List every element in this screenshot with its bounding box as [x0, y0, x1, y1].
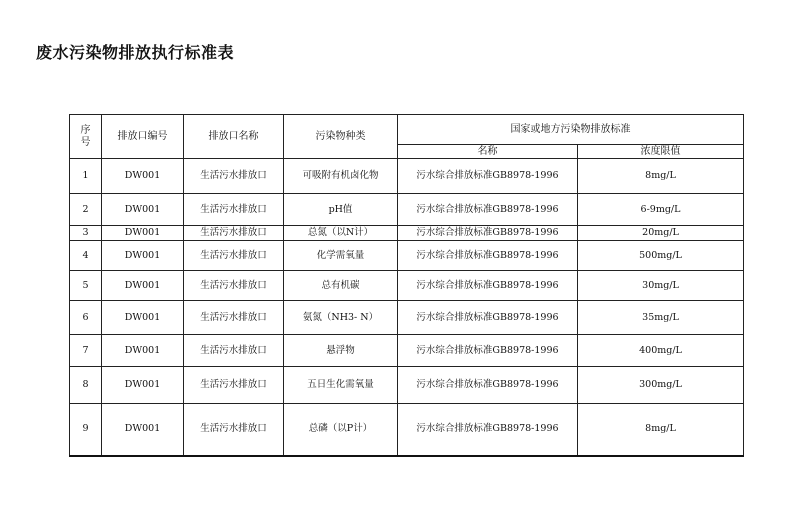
row-seq: 6 — [70, 301, 102, 335]
table-row — [70, 241, 744, 271]
row-outlet-code: DW001 — [102, 301, 184, 335]
row-outlet-name: 生活污水排放口 — [184, 241, 284, 271]
row-pollutant: 化学需氧量 — [284, 241, 398, 271]
row-limit: 8mg/L — [578, 404, 744, 456]
row-seq: 2 — [70, 194, 102, 226]
row-standard-name: 污水综合排放标准GB8978-1996 — [398, 335, 578, 367]
table-row — [70, 226, 744, 241]
row-outlet-code: DW001 — [102, 335, 184, 367]
row-seq: 1 — [70, 159, 102, 194]
row-pollutant: 可吸附有机卤化物 — [284, 159, 398, 194]
row-pollutant: 总有机碳 — [284, 271, 398, 301]
row-pollutant: 总氮（以N计） — [284, 226, 398, 241]
row-outlet-name: 生活污水排放口 — [184, 226, 284, 241]
row-outlet-code: DW001 — [102, 271, 184, 301]
row-limit: 20mg/L — [578, 226, 744, 241]
row-outlet-name: 生活污水排放口 — [184, 271, 284, 301]
row-pollutant: pH值 — [284, 194, 398, 226]
row-seq: 8 — [70, 367, 102, 404]
row-outlet-code: DW001 — [102, 367, 184, 404]
table-row — [70, 271, 744, 301]
emission-standard-table — [69, 114, 744, 457]
row-pollutant: 总磷（以P计） — [284, 404, 398, 456]
row-outlet-name: 生活污水排放口 — [184, 159, 284, 194]
row-outlet-code: DW001 — [102, 404, 184, 456]
header-outlet-name: 排放口名称 — [184, 115, 284, 159]
table-row — [70, 404, 744, 456]
row-limit: 400mg/L — [578, 335, 744, 367]
table-row — [70, 159, 744, 194]
row-standard-name: 污水综合排放标准GB8978-1996 — [398, 159, 578, 194]
row-outlet-name: 生活污水排放口 — [184, 404, 284, 456]
row-standard-name: 污水综合排放标准GB8978-1996 — [398, 241, 578, 271]
row-limit: 30mg/L — [578, 271, 744, 301]
row-seq: 3 — [70, 226, 102, 241]
row-seq: 9 — [70, 404, 102, 456]
row-standard-name: 污水综合排放标准GB8978-1996 — [398, 271, 578, 301]
row-limit: 35mg/L — [578, 301, 744, 335]
row-limit: 6-9mg/L — [578, 194, 744, 226]
header-seq: 序号 — [70, 115, 102, 159]
row-limit: 500mg/L — [578, 241, 744, 271]
header-outlet-code: 排放口编号 — [102, 115, 184, 159]
row-standard-name: 污水综合排放标准GB8978-1996 — [398, 367, 578, 404]
row-outlet-code: DW001 — [102, 226, 184, 241]
row-pollutant: 氨氮（NH3- N） — [284, 301, 398, 335]
row-outlet-code: DW001 — [102, 159, 184, 194]
row-pollutant: 悬浮物 — [284, 335, 398, 367]
header-pollutant: 污染物种类 — [284, 115, 398, 159]
row-outlet-code: DW001 — [102, 241, 184, 271]
row-limit: 8mg/L — [578, 159, 744, 194]
header-standard-group: 国家或地方污染物排放标准 — [398, 115, 744, 145]
row-outlet-code: DW001 — [102, 194, 184, 226]
table-row — [70, 335, 744, 367]
table-row — [70, 194, 744, 226]
page-title: 废水污染物排放执行标准表 — [36, 43, 235, 62]
row-standard-name: 污水综合排放标准GB8978-1996 — [398, 404, 578, 456]
row-standard-name: 污水综合排放标准GB8978-1996 — [398, 194, 578, 226]
header-limit: 浓度限值 — [578, 145, 744, 159]
row-limit: 300mg/L — [578, 367, 744, 404]
row-outlet-name: 生活污水排放口 — [184, 367, 284, 404]
row-standard-name: 污水综合排放标准GB8978-1996 — [398, 226, 578, 241]
row-standard-name: 污水综合排放标准GB8978-1996 — [398, 301, 578, 335]
row-outlet-name: 生活污水排放口 — [184, 335, 284, 367]
row-seq: 7 — [70, 335, 102, 367]
row-seq: 4 — [70, 241, 102, 271]
table-row — [70, 367, 744, 404]
row-seq: 5 — [70, 271, 102, 301]
row-outlet-name: 生活污水排放口 — [184, 301, 284, 335]
row-outlet-name: 生活污水排放口 — [184, 194, 284, 226]
header-standard-name: 名称 — [398, 145, 578, 159]
row-pollutant: 五日生化需氧量 — [284, 367, 398, 404]
table-row — [70, 301, 744, 335]
